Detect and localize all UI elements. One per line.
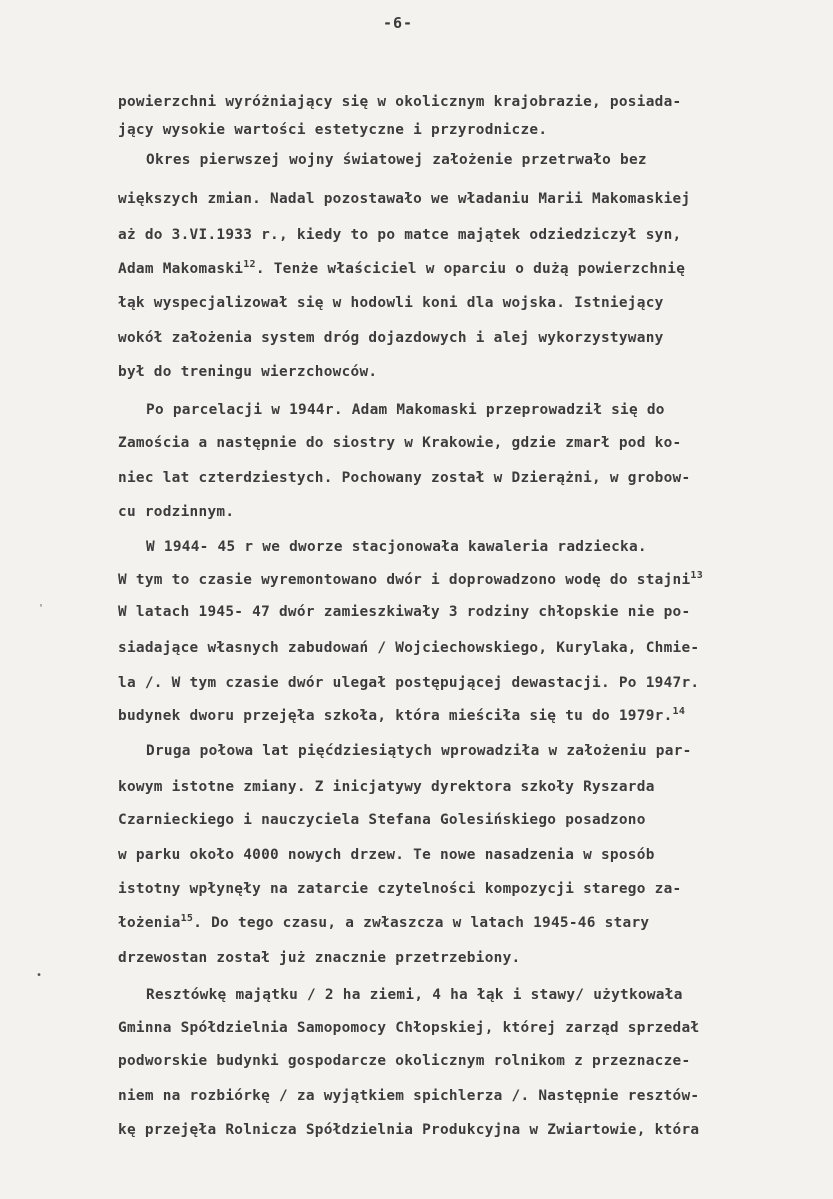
text-line: Gminna Spółdzielnia Samopomocy Chłopskiej, której zarząd sprzedał	[118, 1020, 700, 1036]
footnote-marker: 15	[180, 913, 194, 925]
text-line: niec lat czterdziestych. Pochowany został w Dzierążni, w grobow-	[118, 470, 691, 486]
text-line: Zamościa a następnie do siostry w Krakowie, gdzie zmarł pod ko-	[118, 435, 682, 451]
text-line: kę przejęła Rolnicza Spółdzielnia Produkcyjna w Zwiartowie, która	[118, 1122, 700, 1138]
margin-tick-mark: •	[36, 970, 43, 981]
text-line: drzewostan został już znacznie przetrzebiony.	[118, 950, 521, 966]
text-line: Resztówkę majątku / 2 ha ziemi, 4 ha łąk i stawy/ użytkowała	[146, 987, 683, 1003]
text-line: łąk wyspecjalizował się w hodowli koni dla wojska. Istniejący	[118, 295, 664, 311]
text-line: Po parcelacji w 1944r. Adam Makomaski przeprowadził się do	[146, 402, 665, 418]
text-line: jący wysokie wartości estetyczne i przyrodnicze.	[118, 122, 548, 138]
text-line: W latach 1945- 47 dwór zamieszkiwały 3 rodziny chłopskie nie po-	[118, 604, 691, 620]
footnote-marker: 12	[243, 259, 256, 271]
text-line: budynek dworu przejęła szkoła, która mieściła się tu do 1979r.$^{14}$	[118, 706, 686, 724]
page-number: -6-	[383, 14, 414, 32]
text-line: istotny wpłynęły na zatarcie czytelności kompozycji starego za-	[118, 881, 682, 897]
footnote-marker: 13	[690, 570, 704, 582]
text-line: Okres pierwszej wojny światowej założenie przetrwało bez	[146, 152, 647, 168]
text-line: powierzchni wyróżniający się w okolicznym krajobrazie, posiada-	[118, 94, 682, 110]
text-line: podworskie budynki gospodarcze okolicznym rolnikom z przeznacze-	[118, 1053, 691, 1069]
text-line: łożenia$^{15}$. Do tego czasu, a zwłaszcza w latach 1945-46 stary	[118, 913, 650, 931]
text-line: Druga połowa lat pięćdziesiątych wprowadziła w założeniu par-	[146, 743, 692, 759]
text-line: cu rodzinnym.	[118, 504, 235, 520]
text-line: kowym istotne zmiany. Z inicjatywy dyrektora szkoły Ryszarda	[118, 779, 655, 795]
text-line: niem na rozbiórkę / za wyjątkiem spichlerza /. Następnie resztów-	[118, 1088, 700, 1104]
margin-tick-mark: '	[38, 603, 45, 614]
text-line: siadające własnych zabudowań / Wojciechowskiego, Kurylaka, Chmie-	[118, 640, 700, 656]
text-line: W tym to czasie wyremontowano dwór i doprowadzono wodę do stajni$^{13}$	[118, 570, 704, 588]
text-line: w parku około 4000 nowych drzew. Te nowe nasadzenia w sposób	[118, 847, 655, 863]
text-line: Czarnieckiego i nauczyciela Stefana Golesińskiego posadzono	[118, 812, 646, 828]
text-line: W 1944- 45 r we dworze stacjonowała kawaleria radziecka.	[146, 539, 647, 555]
text-line: wokół założenia system dróg dojazdowych i alej wykorzystywany	[118, 330, 664, 346]
text-line: la /. W tym czasie dwór ulegał postępującej dewastacji. Po 1947r.	[118, 675, 700, 691]
footnote-marker: 14	[672, 706, 686, 718]
text-line: aż do 3.VI.1933 r., kiedy to po matce majątek odziedziczył syn,	[118, 227, 682, 243]
text-line: Adam Makomaski$^{12}$. Tenże właściciel w oparciu o dużą powierzchnię	[118, 259, 686, 277]
text-line: był do treningu wierzchowców.	[118, 364, 378, 380]
text-line: większych zmian. Nadal pozostawało we władaniu Marii Makomaskiej	[118, 191, 691, 207]
